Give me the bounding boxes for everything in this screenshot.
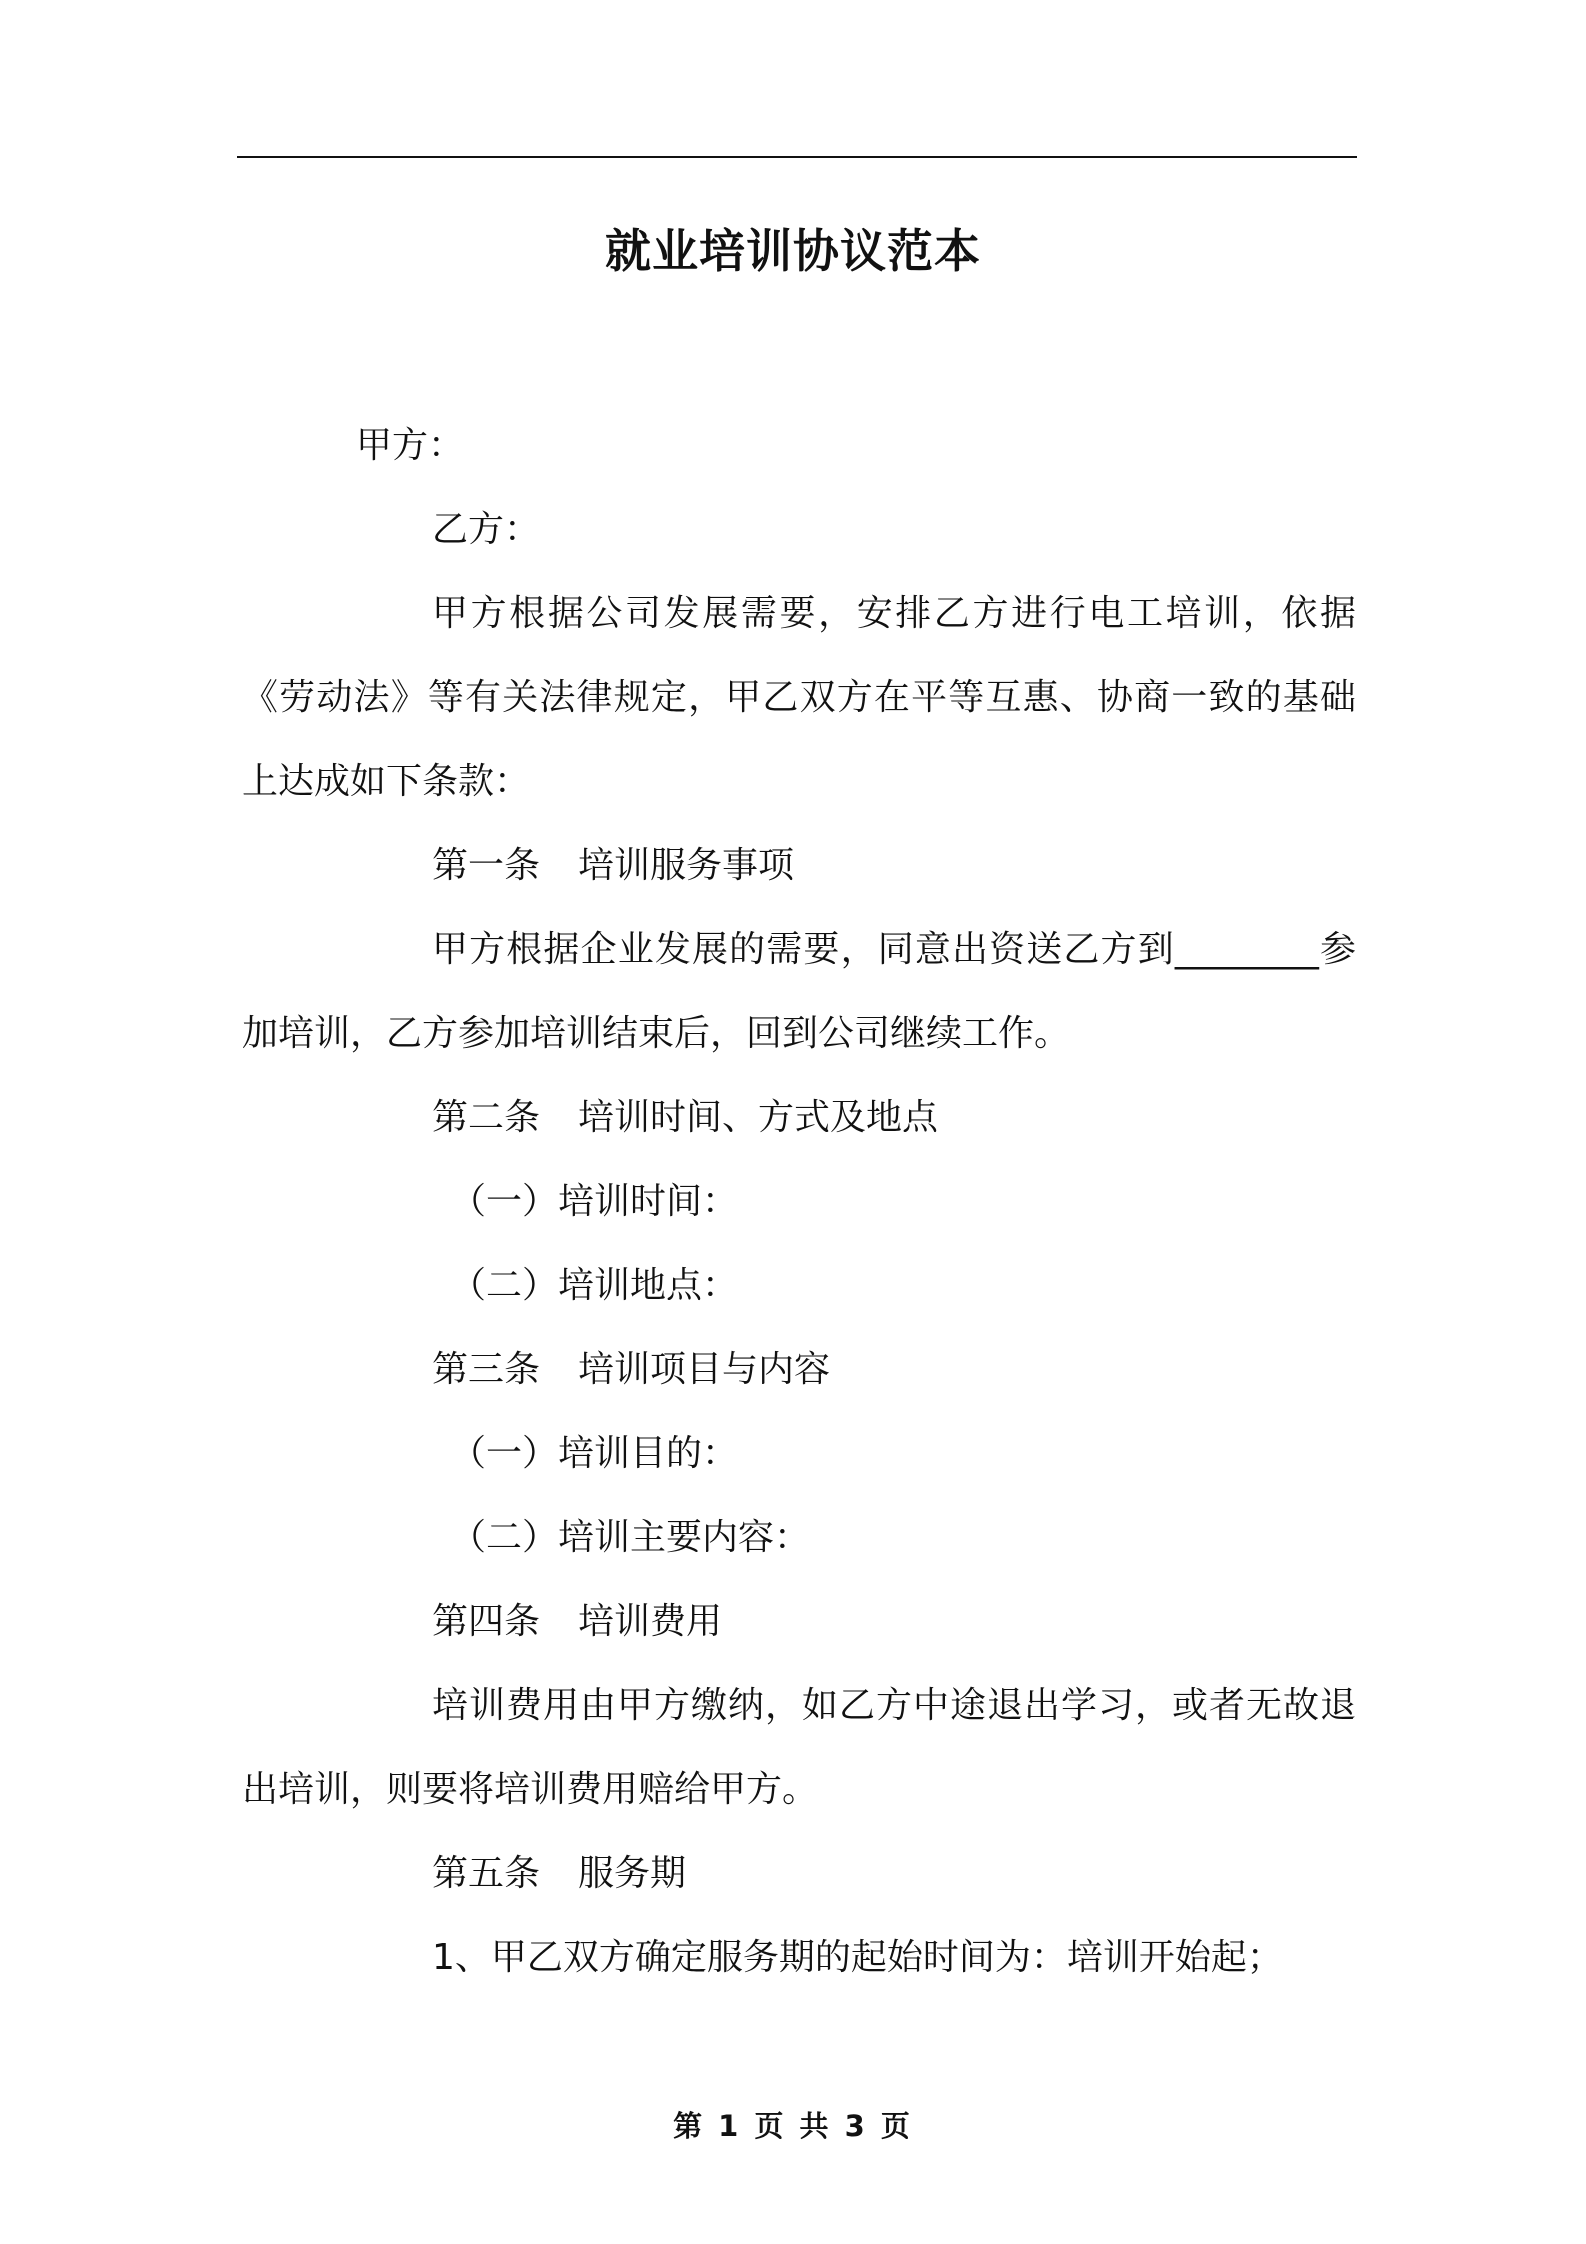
header-rule	[237, 156, 1357, 158]
document-title: 就业培训协议范本	[605, 224, 981, 278]
article-1-number: 第一条	[432, 845, 541, 886]
article-2-heading	[242, 1076, 1356, 1160]
party-b-line: 乙方：	[432, 509, 541, 550]
article-2-title: 培训时间、方式及地点	[578, 1097, 939, 1138]
party-a-line: 甲方：	[356, 425, 465, 466]
article-5-item-1: 1、甲乙双方确定服务期的起始时间为：培训开始起；	[432, 1937, 1283, 1978]
intro-paragraph: 甲方根据公司发展需要，安排乙方进行电工培训，依据《劳动法》等有关法律规定，甲乙双方在平等互惠、协商一致的基础上达成如下条款：	[242, 593, 1356, 802]
article-3-heading	[242, 1328, 1356, 1412]
article-4-heading	[242, 1580, 1356, 1664]
article-5-heading	[242, 1832, 1356, 1916]
article-1-heading	[242, 824, 1356, 908]
article-3-item-2: （二）培训主要内容：	[450, 1517, 811, 1558]
article-2-number: 第二条	[432, 1097, 541, 1138]
article-5-number: 第五条	[432, 1853, 541, 1894]
article-4-title: 培训费用	[578, 1601, 723, 1642]
article-2-item-2: （二）培训地点：	[450, 1265, 739, 1306]
article-4-text: 培训费用由甲方缴纳，如乙方中途退出学习，或者无故退出培训，则要将培训费用赔给甲方。	[242, 1685, 1356, 1810]
article-5-title: 服务期	[578, 1853, 687, 1894]
article-3-item-1: （一）培训目的：	[450, 1433, 739, 1474]
article-1-text: 甲方根据企业发展的需要，同意出资送乙方到________参加培训，乙方参加培训结束后，回到公司继续工作。	[242, 929, 1356, 1054]
article-3-number: 第三条	[432, 1349, 541, 1390]
document-body	[242, 404, 1356, 2000]
article-2-item-1: （一）培训时间：	[450, 1181, 739, 1222]
article-3-title: 培训项目与内容	[578, 1349, 831, 1390]
page-footer: 第 1 页 共 3 页	[673, 2109, 913, 2143]
article-1-title: 培训服务事项	[578, 845, 795, 886]
article-4-number: 第四条	[432, 1601, 541, 1642]
